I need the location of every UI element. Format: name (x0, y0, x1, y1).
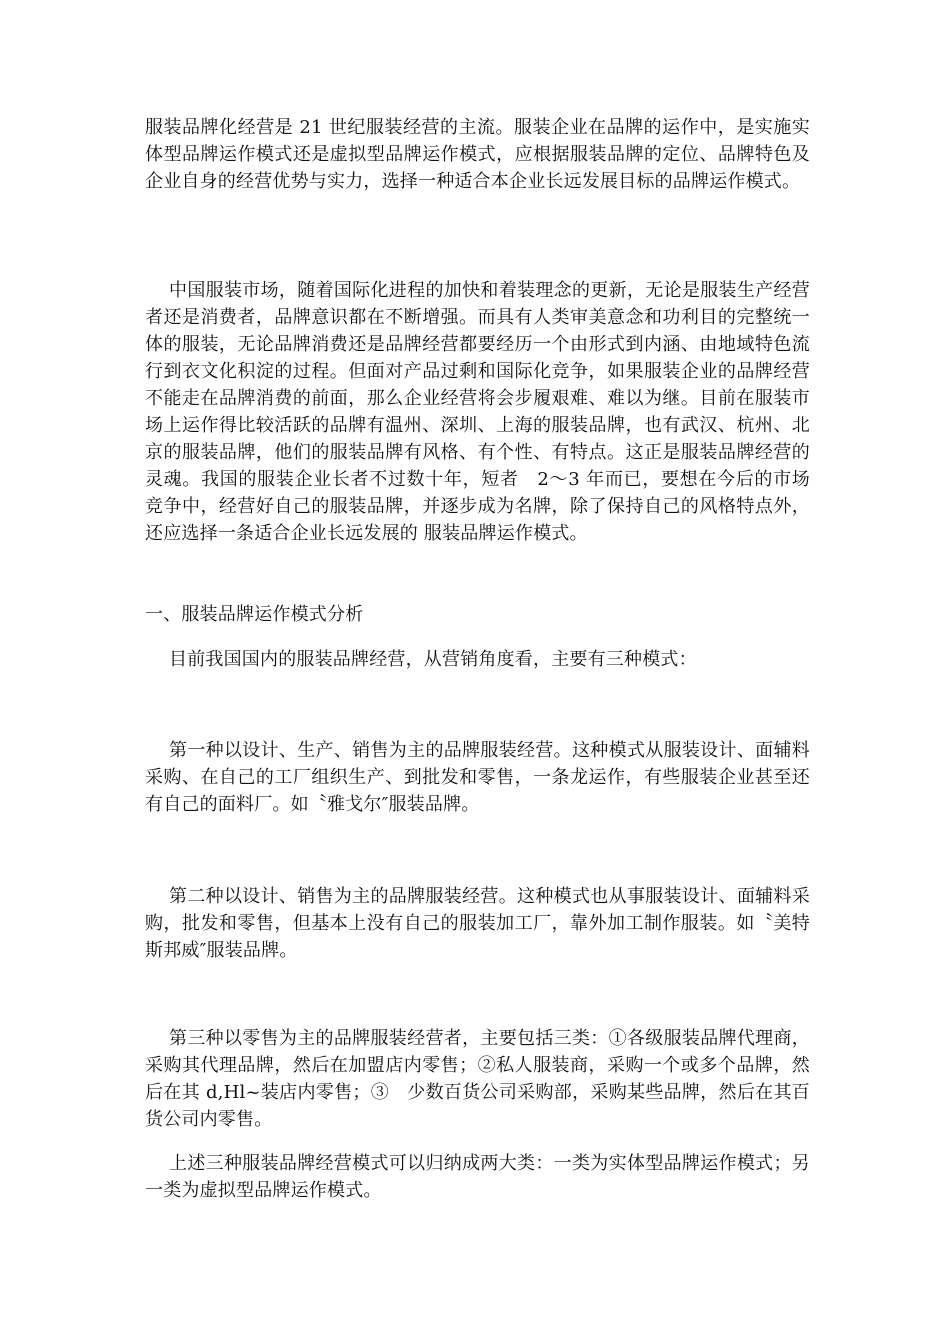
summary-paragraph: 上述三种服装品牌经营模式可以归纳成两大类：一类为实体型品牌运作模式；另一类为虚拟型品牌运作模式。 (145, 1153, 810, 1201)
mode-two-paragraph: 第二种以设计、销售为主的品牌服装经营。这种模式也从事服装设计、面辅料采购，批发和零售，但基本上没有自己的服装加工厂，靠外加工制作服装。如〝美特斯邦威″服装品牌。 (145, 886, 810, 961)
intro-paragraph: 服装品牌化经营是 21 世纪服装经营的主流。服装企业在品牌的运作中，是实施实体型品牌运作模式还是虚拟型品牌运作模式，应根据服装品牌的定位、品牌特色及企业自身的经营优势与实力，选择一种适合本企业长远发展目标的品牌运作模式。 (145, 117, 810, 192)
mode-three-paragraph: 第三种以零售为主的品牌服装经营者，主要包括三类：①各级服装品牌代理商，采购其代理品牌，然后在加盟店内零售；②私人服装商，采购一个或多个品牌，然后在其 d,Hl~装店内零售；③ 少数百货公司采购部，采购某些品牌，然后在其百货公司内零售。 (145, 1028, 810, 1130)
modes-intro-paragraph: 目前我国国内的服装品牌经营，从营销角度看，主要有三种模式： (169, 649, 697, 670)
market-paragraph: 中国服装市场，随着国际化进程的加快和着装理念的更新，无论是服装生产经营者还是消费者，品牌意识都在不断增强。而具有人类审美意念和功利目的完整统一体的服装，无论品牌消费还是品牌经营都要经历一个由形式到内涵、由地域特色流行到衣文化积淀的过程。但面对产品过剩和国际化竞争，如果服装企业的品牌经营不能走在品牌消费的前面，那么企业经营将会步履艰难、难以为继。目前在服装市场上运作得比较活跃的品牌有温州、深圳、上海的服装品牌，也有武汉、杭州、北京的服装品牌，他们的服装品牌有风格、有个性、有特点。这正是服装品牌经营的灵魂。我国的服装企业长者不过数十年，短者 2～3 年而已，要想在今后的市场竞争中，经营好自己的服装品牌，并逐步成为名牌，除了保持自己的风格特点外，还应选择一条适合企业长远发展的 服装品牌运作模式。 (145, 280, 810, 544)
section-heading: 一、服装品牌运作模式分析 (145, 604, 364, 625)
mode-one-paragraph: 第一种以设计、生产、销售为主的品牌服装经营。这种模式从服装设计、面辅料采购、在自己的工厂组织生产、到批发和零售，一条龙运作，有些服装企业甚至还有自己的面料厂。如〝雅戈尔″服装品牌。 (145, 740, 810, 815)
